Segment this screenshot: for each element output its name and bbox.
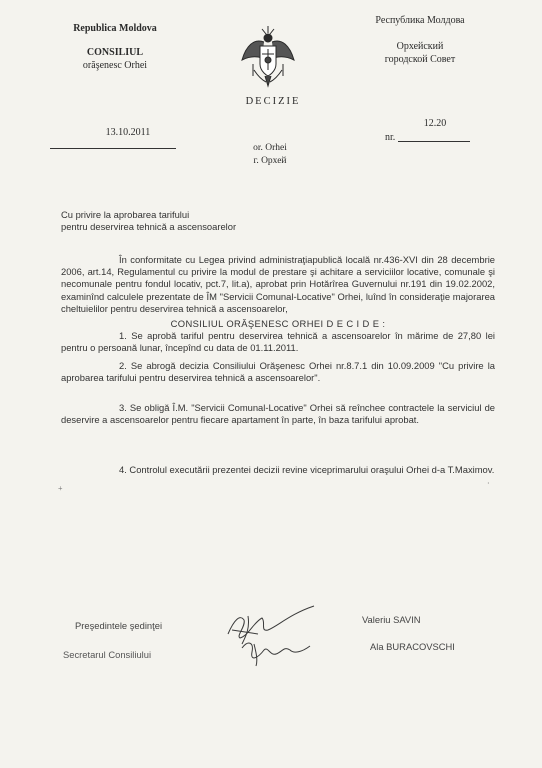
header-left-city: orăşenesc Orhei <box>82 60 148 71</box>
header-right-city: городской Совет <box>384 54 456 65</box>
margin-mark: + <box>58 484 63 493</box>
coat-of-arms-icon <box>232 20 304 92</box>
decides-heading: CONSILIUL ORĂŞENESC ORHEI D E C I D E : <box>170 318 386 329</box>
place-ru: г. Орхей <box>253 156 287 166</box>
subject-line-1: Cu privire la aprobarea tarifului <box>61 209 190 220</box>
header-right-council: Орхейский <box>396 41 444 52</box>
secretary-label: Secretarul Consiliului <box>63 649 152 660</box>
margin-dot: · <box>487 479 490 488</box>
date-underline <box>50 148 176 149</box>
document-title: DECIZIE <box>245 96 301 107</box>
preamble-paragraph: În conformitate cu Legea privind administraţiapublică locală nr.436-XVI din 28 decembrie 2006, art.14, Regulamentul cu privire la modul de prestare şi achitare a serviciilor locative, comunale şi necomunale pentru fondul locativ, pct.7, lit.a), aprobat prin Hotărîrea Guvernului nr.191 din 19.02.2002, examinînd calculele prezentate de ÎM "Servicii Comunal-Locative" Orhei, luînd în consideraţie majorarea cheltuielilor pentru deservirea tehnică a ascensoarelor, <box>61 254 495 314</box>
number-underline <box>398 141 470 142</box>
decision-item-1: 1. Se aprobă tariful pentru deservirea tehnică a ascensoarelor în mărime de 27,80 lei pentru o persoană lunar, începînd cu data de 01.11.2011. <box>61 330 495 354</box>
chair-label: Preşedintele şedinţei <box>75 620 163 631</box>
decision-item-4: 4. Controlul executării prezentei decizii revine viceprimarului oraşului Orhei d-a T.Maximov. <box>119 464 495 475</box>
decision-number: 12.20 <box>423 118 447 129</box>
decision-date: 13.10.2011 <box>105 127 151 138</box>
secretary-name: Ala BURACOVSCHI <box>370 641 455 652</box>
place-ro: or. Orhei <box>253 143 287 153</box>
header-right-country: Республика Молдова <box>375 15 465 26</box>
decision-item-3: 3. Se obligă Î.M. "Servicii Comunal-Locative" Orhei să reînchee contractele la serviciul de deservire a ascensoarelor pentru fiecare apartament în parte, în baza tarifului aprobat. <box>61 402 495 426</box>
subject-line-2: pentru deservirea tehnică a ascensoarelor <box>61 221 237 232</box>
number-label: nr. <box>385 132 396 143</box>
header-left-country: Republica Moldova <box>73 23 157 34</box>
decision-item-2: 2. Se abrogă decizia Consiliului Orăşenesc Orhei nr.8.7.1 din 10.09.2009 "Cu privire la aprobarea tarifului pentru deservirea tehnică a ascensoarelor". <box>61 360 495 384</box>
header-left-council: CONSILIUL <box>86 47 144 58</box>
chair-name: Valeriu SAVIN <box>362 614 421 625</box>
handwritten-signatures <box>218 600 328 672</box>
